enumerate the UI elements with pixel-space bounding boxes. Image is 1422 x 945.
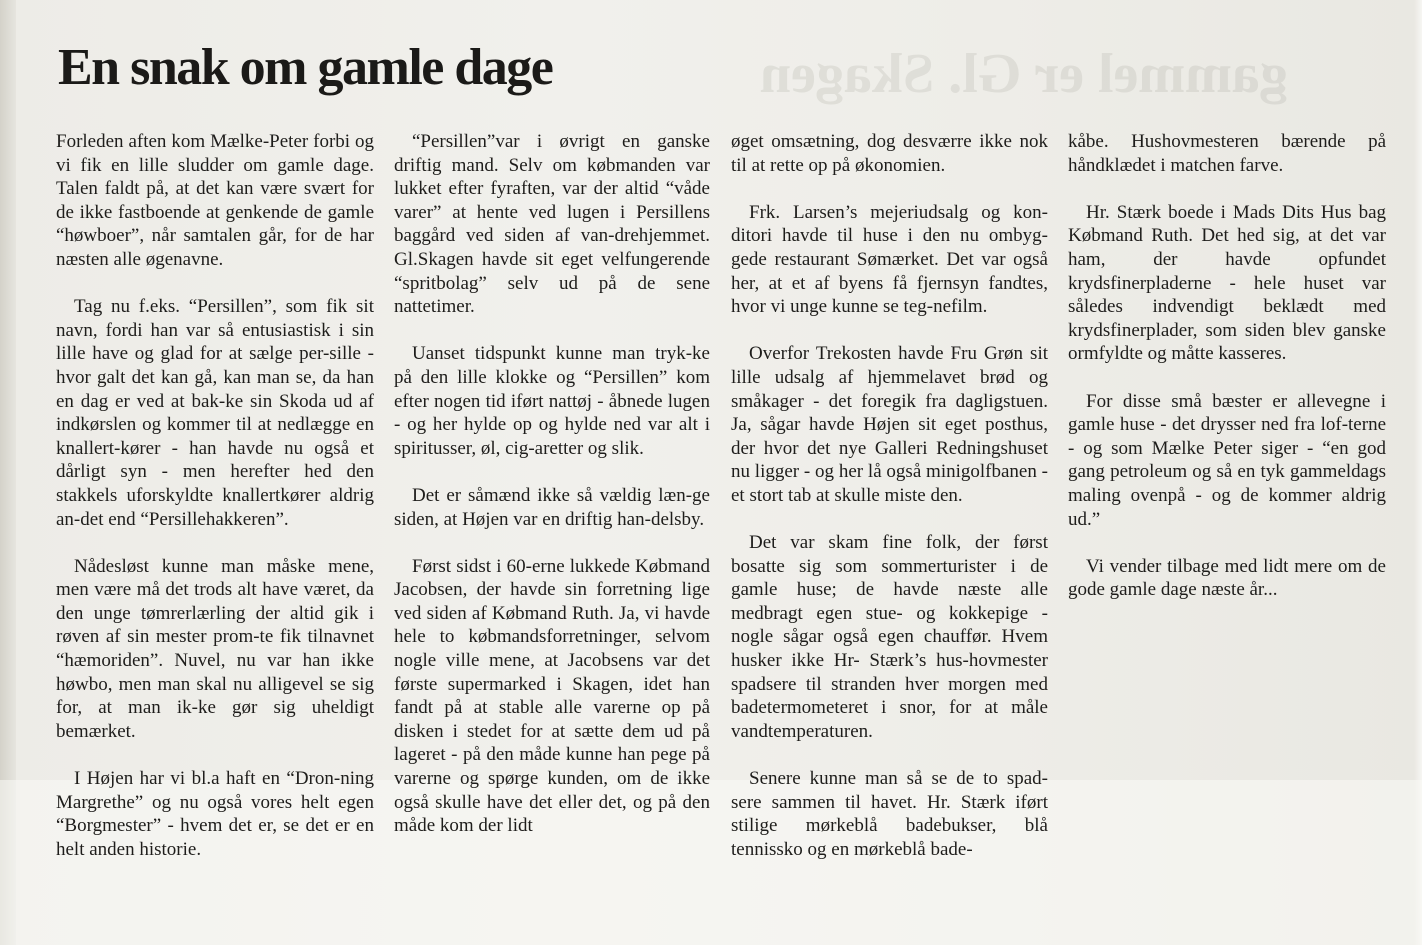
article-column-3 <box>731 130 1048 885</box>
paragraph: Tag nu f.eks. “Persillen”, som fik sit navn, fordi han var så entusiastisk i sin lille have og glad for at sælge per-sille - hvor galt det kan gå, kan man se, da han en dag er ved at bak-ke sin Skoda ud af indkørslen og kommer til at nedlægge en knallert-kører - han havde nu også et dårligt syn - men herefter hed den stakkels uforskyldte knallertkører aldrig an-det end “Persillehakkeren”. <box>56 296 374 530</box>
article-column-1 <box>56 130 374 885</box>
paragraph: kåbe. Hushovmesteren bærende på håndklædet i matchen farve. <box>1068 131 1386 176</box>
paragraph: “Persillen”var i øvrigt en ganske driftig mand. Selv om købmanden var lukket efter fyraften, var der altid “våde varer” at hente ved lugen i Persillens baggård ved siden af van-drehjemmet. Gl.Skagen havde sit eget velfungerende “spritbolag” selv ud på de sene nattetimer. <box>394 131 710 318</box>
paragraph: Hr. Stærk boede i Mads Dits Hus bag Købmand Ruth. Det hed sig, at det var ham, der havde opfundet krydsfinerpladerne - hele huset var således indvendigt beklædt med krydsfinerplader, som siden blev ganske ormfyldte og måtte kasseres. <box>1068 201 1386 365</box>
paragraph: øget omsætning, dog desværre ikke nok til at rette op på økonomien. <box>731 131 1048 176</box>
paragraph: I Højen har vi bl.a haft en “Dron-ning Margrethe” og nu også vores helt egen “Borgmester” - hvem det er, se det er en helt anden historie. <box>56 768 374 860</box>
article-headline: En snak om gamle dage <box>58 39 553 96</box>
paragraph: For disse små bæster er allevegne i gamle huse - det drysser ned fra lof-terne - og som Mælke Peter siger - “en god gang petroleum og så en tyk gammeldags maling ovenpå - og de kommer aldrig ud.” <box>1068 390 1386 530</box>
paragraph: Uanset tidspunkt kunne man tryk-ke på den lille klokke og “Persillen” kom efter nogen tid iført nattøj - åbnede lugen - og her hylde op og hylde ned var alt i spiritusser, øl, cig-aretter og slik. <box>394 343 710 459</box>
article-column-4 <box>1068 130 1386 625</box>
paragraph: Det er såmænd ikke så vældig læn-ge siden, at Højen var en driftig han-delsby. <box>394 484 710 530</box>
paragraph: Det var skam fine folk, der først bosatte sig som sommerturister i de gamle huse; de havde næste alle medbragt egen stue- og kokkepige - nogle sågar også egen chauffør. Hvem husker ikke Hr- Stærk’s hus-hovmester spadsere til stranden hver morgen med badetermometeret i snor, for at måle vandtemperaturen. <box>731 532 1048 742</box>
paragraph: Vi vender tilbage med lidt mere om de gode gamle dage næste år... <box>1068 555 1386 601</box>
paragraph: Frk. Larsen’s mejeriudsalg og kon-ditori havde til huse i den nu ombyg-gede restaurant Sømærket. Det var også her, at et af byens få fjernsyn fandtes, hvor vi unge kunne se teg-nefilm. <box>731 201 1048 318</box>
paragraph: Senere kunne man så se de to spad-sere sammen til havet. Hr. Stærk iført stilige mørkeblå badebukser, blå tennissko og en mørkeblå bade- <box>731 768 1048 860</box>
show-through-text: gammel er Gl. Skagen <box>760 43 1288 105</box>
paragraph: Forleden aften kom Mælke-Peter forbi og vi fik en lille sludder om gamle dage. Talen faldt på, at det kan være svært for de ikke fastboende at genkende de gamle “høwboer”, når samtalen går, for de har næsten alle øgenavne. <box>56 131 374 270</box>
paragraph: Først sidst i 60-erne lukkede Købmand Jacobsen, der havde sin forretning lige ved siden af Købmand Ruth. Ja, vi havde hele to købmandsforretninger, selvom nogle ville mene, at Jacobsens var det første supermarked i Skagen, idet han fandt på at stable alle varerne op på disken i stedet for at sætte dem ud på lageret - på den måde kunne han pege på varerne og spørge kunden, om de ikke også skulle have det eller det, og på den måde kom der lidt <box>394 555 710 837</box>
paragraph: Overfor Trekosten havde Fru Grøn sit lille udsalg af hjemmelavet brød og småkager - det foregik fra dagligstuen. Ja, sågar havde Højen sit eget posthus, der hvor det nye Galleri Redningshuset nu ligger - og her lå også minigolfbanen - et stort tab at skulle miste den. <box>731 343 1048 506</box>
paragraph: Nådesløst kunne man måske mene, men være må det trods alt have været, da den unge tømrerlærling der altid gik i røven af sin mester prom-te fik tilnavnet “hæmoriden”. Nuvel, nu var han ikke høwbo, men man skal nu alligevel se sig for, at man ik-ke gør sig uheldigt bemærket. <box>56 555 374 742</box>
article-column-2 <box>394 130 710 861</box>
